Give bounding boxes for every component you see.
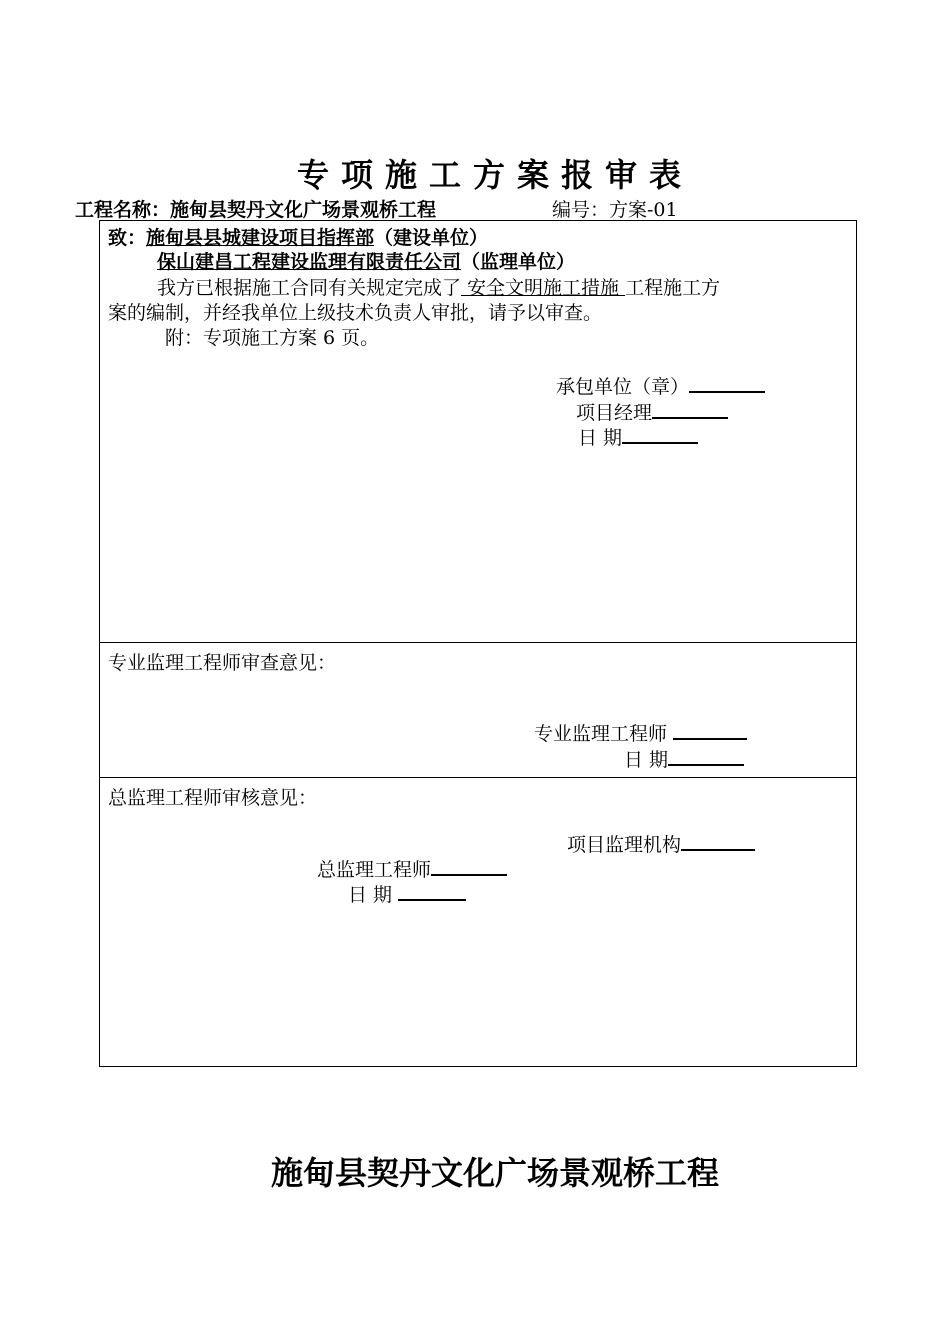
specialist-engineer-signature: 专业监理工程师: [534, 719, 747, 746]
attachment-note: 附：专项施工方案 6 页。: [165, 327, 380, 349]
form-table: [99, 220, 857, 1067]
project-manager-signature: 项目经理: [576, 398, 728, 425]
section-divider-1: [100, 642, 856, 643]
chief-engineer-signature: 总监理工程师: [317, 855, 507, 882]
chief-engineer-blank: [431, 858, 507, 876]
project-manager-blank: [652, 401, 728, 419]
specialist-date-blank: [668, 748, 744, 766]
specialist-date: 日 期: [624, 745, 744, 772]
contractor-date-blank: [622, 426, 698, 444]
supervision-org-signature: 项目监理机构: [567, 830, 755, 857]
form-title: 专项施工方案报审表: [296, 156, 693, 194]
contractor-seal-blank: [689, 375, 765, 393]
chief-date-blank: [398, 883, 466, 901]
specialist-opinion-label: 专业监理工程师审查意见：: [108, 652, 337, 674]
addressee-line-1: [108, 223, 488, 250]
chief-date: 日 期: [348, 880, 466, 907]
body-line-2: 案的编制，并经我单位上级技术负责人审批，请予以审查。: [108, 302, 603, 324]
project-name: 工程名称：施甸县契丹文化广场景观桥工程: [75, 199, 437, 221]
supervisor-unit-role: （监理单位）: [461, 251, 576, 273]
to-prefix: 致：: [108, 227, 147, 249]
contractor-unit-signature: 承包单位（章）: [556, 372, 765, 399]
section-divider-2: [100, 777, 856, 778]
scheme-name-fill: 安全文明施工措施: [461, 277, 626, 299]
serial-number: 编号：方案-01: [552, 199, 678, 221]
chief-opinion-label: 总监理工程师审核意见：: [108, 787, 318, 809]
owner-unit-name: 施甸县县城建设项目指挥部: [146, 227, 375, 249]
owner-unit-role: （建设单位）: [374, 227, 489, 249]
footer-project-title: 施甸县契丹文化广场景观桥工程: [270, 1154, 719, 1192]
body-line-1: 我方已根据施工合同有关规定完成了 安全文明施工措施 工程施工方: [157, 277, 721, 299]
contractor-date: 日 期: [578, 423, 698, 450]
supervisor-unit-name: 保山建昌工程建设监理有限责任公司: [157, 251, 462, 273]
specialist-engineer-blank: [673, 722, 747, 740]
supervision-org-blank: [681, 833, 755, 851]
addressee-line-2: [157, 247, 575, 274]
